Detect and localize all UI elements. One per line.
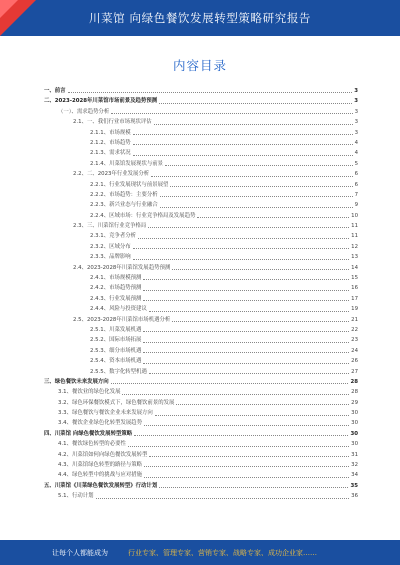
toc-dot-leader: [134, 435, 348, 436]
toc-page-number: 21: [351, 316, 358, 323]
toc-page-number: 36: [351, 493, 358, 500]
toc-dot-leader: [111, 113, 352, 114]
toc-page-number: 3: [354, 108, 358, 115]
toc-entry-label: 2.1、一、我们行业市场现状评估: [44, 117, 154, 127]
toc-entry-label: 2.5.1、川菜发展机遇: [44, 325, 143, 335]
toc-dot-leader: [149, 311, 349, 312]
toc-dot-leader: [111, 383, 349, 384]
toc-dot-leader: [133, 155, 353, 156]
toc-dot-leader: [159, 103, 352, 104]
toc-page-number: 7: [354, 191, 358, 198]
toc-entry-label: 五、川菜馆《川菜绿色餐饮发展转型》行动计划: [44, 481, 159, 491]
toc-entry[interactable]: [44, 221, 358, 231]
toc-page-number: 5: [354, 160, 358, 167]
toc-entry-label: 5.1、行动计划: [44, 491, 96, 501]
toc-dot-leader: [160, 207, 353, 208]
toc-entry[interactable]: [44, 419, 358, 429]
toc-page-number: 26: [351, 358, 358, 365]
toc-entry-label: 2.2.4、区域市场：行业竞争格局及发展趋势: [44, 211, 197, 221]
toc-entry[interactable]: [44, 346, 358, 356]
toc-entry[interactable]: [44, 159, 358, 169]
toc-dot-leader: [133, 144, 353, 145]
toc-dot-leader: [143, 331, 349, 332]
toc-entry[interactable]: [44, 315, 358, 325]
toc-entry[interactable]: [44, 460, 358, 470]
header-banner: [0, 0, 400, 36]
toc-dot-leader: [172, 269, 349, 270]
toc-dot-leader: [176, 404, 349, 405]
toc-entry-label: 2.4、2023-2028年川菜馆发展趋势预测: [44, 263, 172, 273]
toc-entry-label: 2.2.1、行业发展现状与前景展望: [44, 180, 170, 190]
toc-dot-leader: [133, 259, 349, 260]
footer-roles: 行业专家、管理专家、营销专家、战略专家、成功企业家……: [128, 549, 317, 557]
footer-banner: [0, 540, 400, 565]
toc-page-number: 17: [351, 295, 358, 302]
toc-entry[interactable]: [44, 429, 358, 439]
toc-entry[interactable]: [44, 128, 358, 138]
toc-dot-leader: [159, 487, 348, 488]
toc-dot-leader: [155, 415, 349, 416]
toc-dot-leader: [68, 92, 353, 93]
toc-entry[interactable]: [44, 450, 358, 460]
toc-entry-label: 2.2、二、2023年行业发展分析: [44, 169, 151, 179]
toc-page-number: 11: [351, 223, 358, 230]
toc-entry-label: 2.4.4、风险与投资建议: [44, 304, 149, 314]
toc-entry-label: 3.3、绿色餐饮与餐饮企业未来发展方向: [44, 408, 155, 418]
toc-entry[interactable]: [44, 294, 358, 304]
toc-entry-label: 4.1、餐饮绿色转型的必要性: [44, 439, 128, 449]
toc-page-number: 35: [350, 482, 358, 489]
toc-dot-leader: [96, 498, 350, 499]
toc-page-number: 29: [351, 399, 358, 406]
toc-dot-leader: [143, 342, 349, 343]
toc-page-number: 23: [351, 337, 358, 344]
toc-entry-label: 2.5.2、国际市场拓展: [44, 335, 143, 345]
toc-entry-label: 一、前言: [44, 86, 68, 96]
table-of-contents: [44, 86, 358, 502]
toc-entry[interactable]: [44, 117, 358, 127]
toc-entry[interactable]: [44, 491, 358, 501]
toc-dot-leader: [154, 124, 353, 125]
toc-entry[interactable]: [44, 252, 358, 262]
toc-dot-leader: [138, 238, 349, 239]
toc-entry[interactable]: [44, 356, 358, 366]
toc-entry[interactable]: [44, 96, 358, 106]
toc-entry-label: 2.5.3、细分市场机遇: [44, 346, 143, 356]
toc-entry[interactable]: [44, 148, 358, 158]
toc-page-number: 30: [351, 441, 358, 448]
toc-page-number: 32: [351, 462, 358, 469]
toc-entry-label: 3.4、餐饮企业绿色化转型发展趋势: [44, 418, 144, 428]
toc-entry[interactable]: [44, 387, 358, 397]
toc-entry-label: 2.1.2、市场趋势: [44, 138, 133, 148]
toc-page-number: 3: [354, 119, 358, 126]
toc-entry[interactable]: [44, 335, 358, 345]
toc-entry[interactable]: [44, 408, 358, 418]
toc-page-number: 28: [351, 389, 358, 396]
toc-dot-leader: [144, 466, 349, 467]
toc-entry-label: 2.3、三、川菜馆行业竞争格局: [44, 221, 148, 231]
toc-page-number: 19: [351, 306, 358, 313]
toc-entry[interactable]: [44, 304, 358, 314]
toc-entry[interactable]: [44, 283, 358, 293]
toc-dot-leader: [149, 373, 349, 374]
toc-entry-label: 2.1.4、川菜馆发展现状与前景: [44, 159, 165, 169]
toc-entry[interactable]: [44, 481, 358, 491]
toc-dot-leader: [122, 394, 349, 395]
toc-page-number: 11: [351, 233, 358, 240]
toc-entry-label: 二、2023-2028年川菜馆市场前景及趋势预测: [44, 96, 159, 106]
toc-entry-label: 四、川菜馆 向绿色餐饮发展转型策略: [44, 429, 134, 439]
toc-page-number: 16: [351, 285, 358, 292]
toc-entry[interactable]: [44, 470, 358, 480]
toc-entry-label: 4.3、川菜馆绿色转型的路径与策略: [44, 460, 144, 470]
toc-dot-leader: [148, 227, 349, 228]
toc-entry-label: 三、绿色餐饮未来发展方向: [44, 377, 111, 387]
toc-entry-label: 2.5.4、资本市场机遇: [44, 356, 143, 366]
toc-dot-leader: [149, 456, 349, 457]
toc-dot-leader: [143, 300, 349, 301]
toc-entry[interactable]: [44, 107, 358, 117]
toc-page-number: 14: [351, 264, 358, 271]
toc-entry[interactable]: [44, 200, 358, 210]
report-title: 川菜馆 向绿色餐饮发展转型策略研究报告: [88, 11, 312, 25]
toc-entry-label: 2.4.3、行业发展预测: [44, 294, 143, 304]
toc-page-number: 28: [350, 378, 358, 385]
toc-entry-label: 2.3.1、竞争者分析: [44, 231, 138, 241]
footer-slogan: 让每个人都能成为: [52, 549, 108, 557]
toc-entry[interactable]: [44, 211, 358, 221]
toc-page-number: 12: [351, 243, 358, 250]
toc-dot-leader: [133, 248, 349, 249]
toc-entry[interactable]: [44, 138, 358, 148]
toc-entry[interactable]: [44, 86, 358, 96]
toc-dot-leader: [143, 363, 349, 364]
toc-entry-label: 2.4.1、市场规模预测: [44, 273, 143, 283]
toc-entry[interactable]: [44, 439, 358, 449]
toc-entry-label: 4.2、川菜馆如何向绿色餐饮发展转型: [44, 450, 149, 460]
toc-entry[interactable]: [44, 169, 358, 179]
toc-entry-label: 2.1.3、需求状况: [44, 148, 133, 158]
toc-page-number: 15: [351, 275, 358, 282]
toc-page-number: 27: [351, 368, 358, 375]
toc-entry-label: 2.2.3、新兴业态与行业融合: [44, 200, 160, 210]
toc-page-number: 4: [354, 139, 358, 146]
toc-entry-label: 2.1.1、市场规模: [44, 128, 133, 138]
toc-entry[interactable]: [44, 325, 358, 335]
toc-dot-leader: [172, 321, 349, 322]
toc-entry-label: 2.4.2、市场趋势预测: [44, 283, 143, 293]
toc-dot-leader: [165, 165, 353, 166]
toc-entry[interactable]: [44, 231, 358, 241]
toc-entry-label: 2.2.2、市场趋势：主要分析: [44, 190, 160, 200]
toc-page-number: 13: [351, 254, 358, 261]
toc-page-number: 24: [351, 347, 358, 354]
toc-page-number: 30: [350, 430, 358, 437]
toc-entry-label: 2.5、2023-2028年川菜馆市场机遇分析: [44, 315, 172, 325]
toc-page-number: 3: [354, 98, 358, 105]
toc-entry-label: 2.3.2、区域分布: [44, 242, 133, 252]
toc-dot-leader: [144, 477, 349, 478]
toc-page-number: 34: [351, 472, 358, 479]
toc-entry-label: 2.5.5、数字化转型机遇: [44, 367, 149, 377]
toc-entry-label: 3.2、绿色环保餐饮模式下，绿色餐饮前景的发展: [44, 398, 176, 408]
toc-dot-leader: [197, 217, 349, 218]
toc-dot-leader: [160, 196, 353, 197]
toc-entry[interactable]: [44, 263, 358, 273]
toc-entry-label: 3.1、餐饮业的绿色化发展: [44, 387, 122, 397]
toc-page-number: 30: [351, 420, 358, 427]
toc-entry[interactable]: [44, 242, 358, 252]
toc-heading: 内容目录: [172, 58, 227, 73]
toc-dot-leader: [143, 290, 349, 291]
toc-dot-leader: [170, 186, 352, 187]
toc-entry[interactable]: [44, 367, 358, 377]
toc-page-number: 9: [354, 202, 358, 209]
toc-dot-leader: [143, 279, 349, 280]
toc-page-number: 6: [354, 181, 358, 188]
toc-dot-leader: [143, 352, 349, 353]
toc-entry[interactable]: [44, 190, 358, 200]
toc-entry-label: （一）、需求趋势分析: [44, 107, 111, 117]
toc-entry[interactable]: [44, 273, 358, 283]
toc-page-number: 6: [354, 171, 358, 178]
toc-entry[interactable]: [44, 377, 358, 387]
toc-entry-label: 4.4、绿色转型中的挑战与应对措施: [44, 470, 144, 480]
toc-page-number: 30: [351, 410, 358, 417]
toc-page-number: 3: [354, 87, 358, 94]
toc-page-number: 3: [354, 129, 358, 136]
toc-page-number: 22: [351, 326, 358, 333]
toc-dot-leader: [151, 176, 352, 177]
toc-entry[interactable]: [44, 398, 358, 408]
toc-page-number: 4: [354, 150, 358, 157]
toc-dot-leader: [128, 446, 349, 447]
toc-entry[interactable]: [44, 180, 358, 190]
toc-dot-leader: [133, 134, 353, 135]
toc-dot-leader: [144, 425, 349, 426]
toc-entry-label: 2.3.3、品牌影响: [44, 252, 133, 262]
toc-page-number: 10: [351, 212, 358, 219]
toc-page-number: 31: [351, 451, 358, 458]
